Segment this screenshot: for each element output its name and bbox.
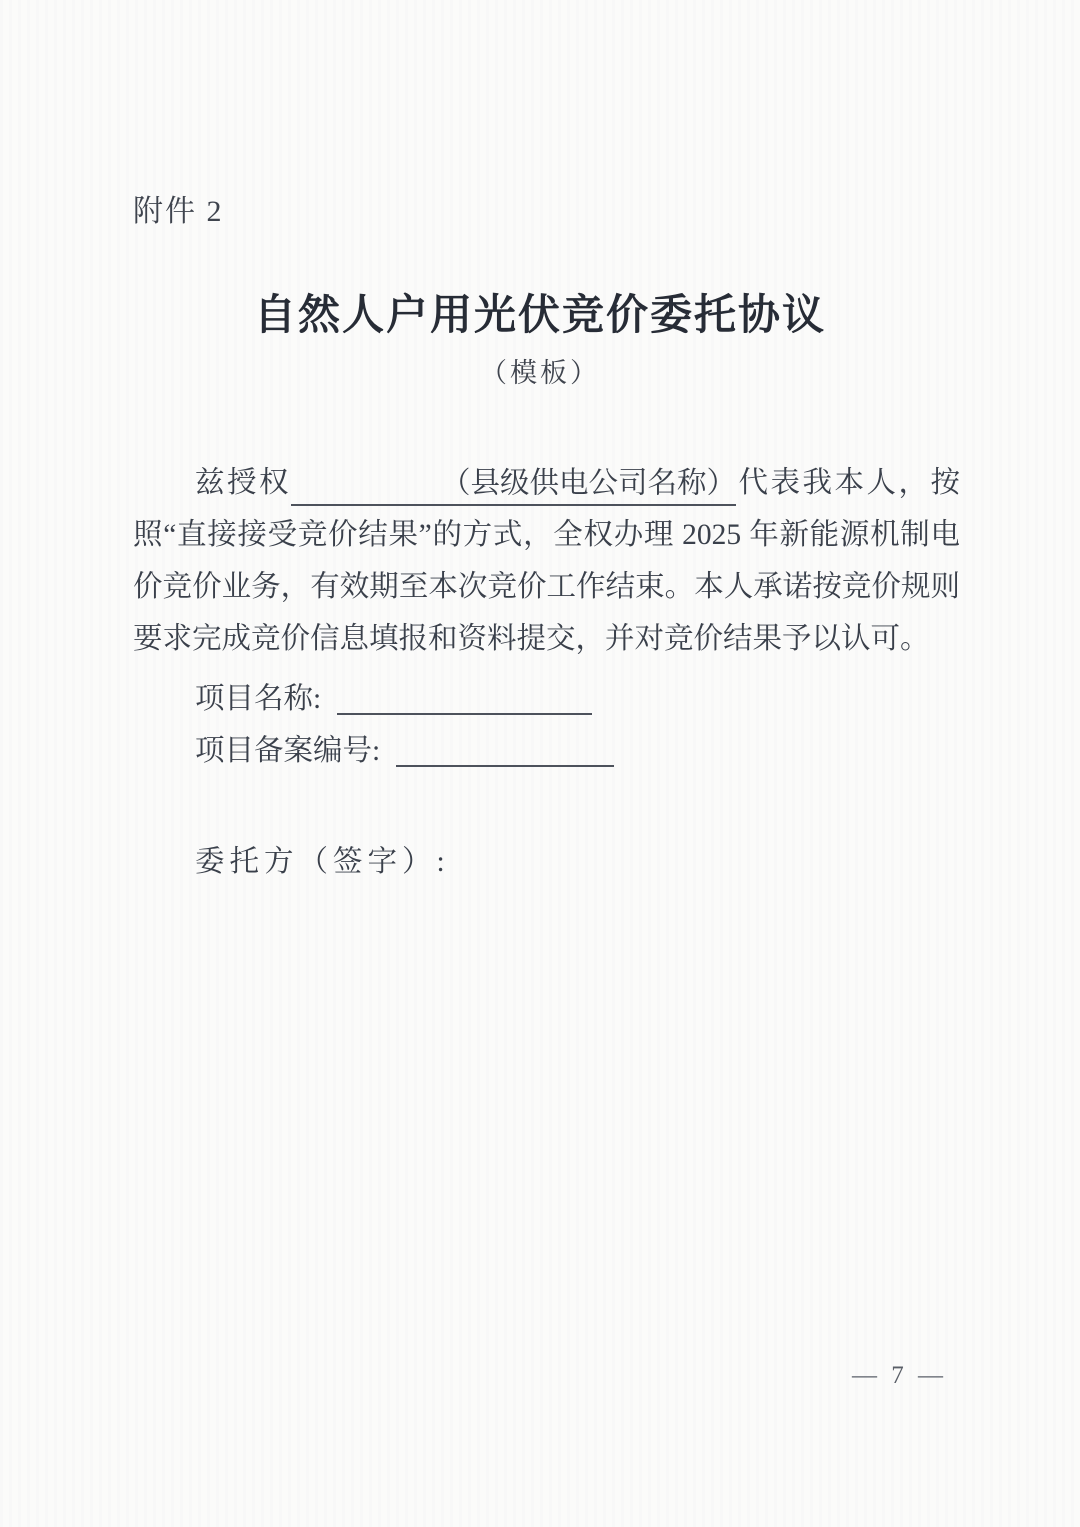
project-record-no-row — [133, 725, 960, 777]
company-underline — [291, 463, 736, 507]
project-record-no-label: 项目备案编号: — [195, 735, 381, 767]
signature-row — [133, 836, 960, 888]
agreement-line-1 — [133, 457, 960, 509]
agreement-line-4: 要求完成竞价信息填报和资料提交，并对竞价结果予以认可。 — [133, 623, 930, 655]
authorization-suffix: 代表我本人，按 — [736, 467, 960, 499]
agreement-body — [133, 457, 960, 888]
project-name-label: 项目名称: — [195, 683, 322, 715]
project-name-row — [133, 673, 960, 725]
attachment-label: 附件 2 — [133, 195, 224, 228]
signature-label: 委托方（签字）: — [195, 846, 450, 878]
agreement-line-2: 照“直接接受竞价结果”的方式，全权办理 2025 年新能源机制电 — [133, 519, 960, 551]
document-subtitle: （模板） — [480, 358, 600, 388]
project-record-no-blank — [396, 733, 614, 767]
company-name-hint: （县级供电公司名称） — [441, 467, 737, 499]
document-title: 自然人户用光伏竞价委托协议 — [253, 293, 826, 339]
project-name-blank — [337, 681, 592, 715]
page-number: — 7 — — [852, 1362, 947, 1389]
company-name-blank — [291, 463, 441, 493]
agreement-line-3: 价竞价业务，有效期至本次竞价工作结束。本人承诺按竞价规则 — [133, 571, 960, 603]
authorization-prefix: 兹授权 — [195, 467, 291, 499]
